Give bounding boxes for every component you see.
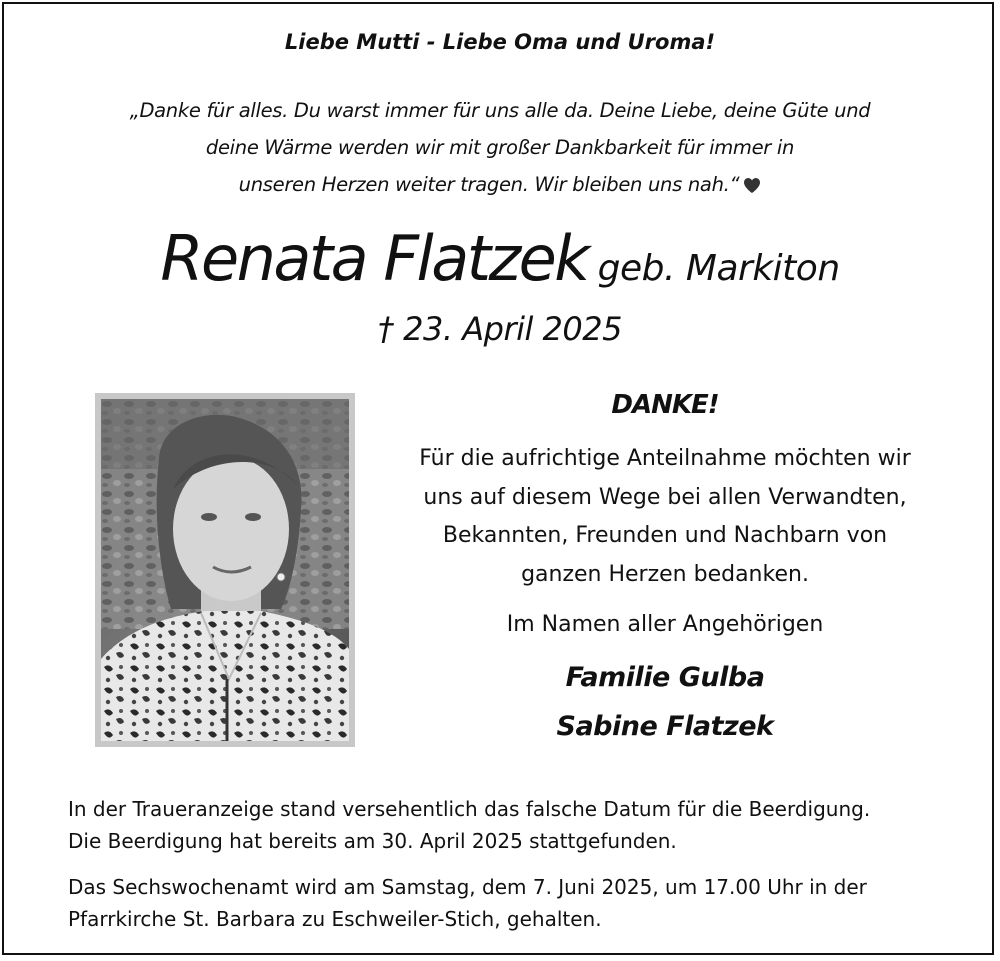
quote xyxy=(0,92,1000,206)
on-behalf-line: Im Namen aller Angehörigen xyxy=(506,612,824,637)
quote-line: „Danke für alles. Du warst immer für uns alle da. Deine Liebe, deine Güte und xyxy=(129,99,871,122)
notice-line: Die Beerdigung hat bereits am 30. April 2025 stattgefunden. xyxy=(68,829,677,853)
death-date: † 23. April 2025 xyxy=(378,310,622,348)
thanks-text xyxy=(380,440,950,594)
deceased-name-line xyxy=(0,222,1000,295)
portrait-frame xyxy=(95,393,355,747)
thanks-line: Für die aufrichtige Anteilnahme möchten wir xyxy=(419,446,911,471)
thanks-line: ganzen Herzen bedanken. xyxy=(521,561,809,587)
birth-name: geb. Markiton xyxy=(597,248,840,289)
thanks-title: DANKE! xyxy=(611,390,719,420)
portrait-photo xyxy=(101,399,349,741)
signer-family: Familie Gulba xyxy=(565,662,765,693)
notice-line: Pfarrkirche St. Barbara zu Eschweiler-Stich, gehalten. xyxy=(68,907,602,931)
mass-notice xyxy=(68,871,933,935)
greeting-heading: Liebe Mutti - Liebe Oma und Uroma! xyxy=(284,30,716,54)
signer-person: Sabine Flatzek xyxy=(556,711,774,742)
deceased-name: Renata Flatzek xyxy=(160,222,588,295)
notice-line: In der Traueranzeige stand versehentlich das falsche Datum für die Beerdigung. xyxy=(68,797,871,821)
thanks-line: uns auf diesem Wege bei allen Verwandten, xyxy=(423,484,907,510)
quote-line xyxy=(0,166,1000,206)
heart-icon xyxy=(743,169,761,206)
thanks-line: Bekannten, Freunden und Nachbarn von xyxy=(442,523,888,548)
quote-line-text: unseren Herzen weiter tragen. Wir bleiben uns nah.“ xyxy=(238,173,740,196)
notice-line: Das Sechswochenamt wird am Samstag, dem 7. Juni 2025, um 17.00 Uhr in der xyxy=(68,875,867,899)
quote-line: deine Wärme werden wir mit großer Dankbarkeit für immer in xyxy=(205,136,795,159)
correction-notice xyxy=(68,793,933,857)
